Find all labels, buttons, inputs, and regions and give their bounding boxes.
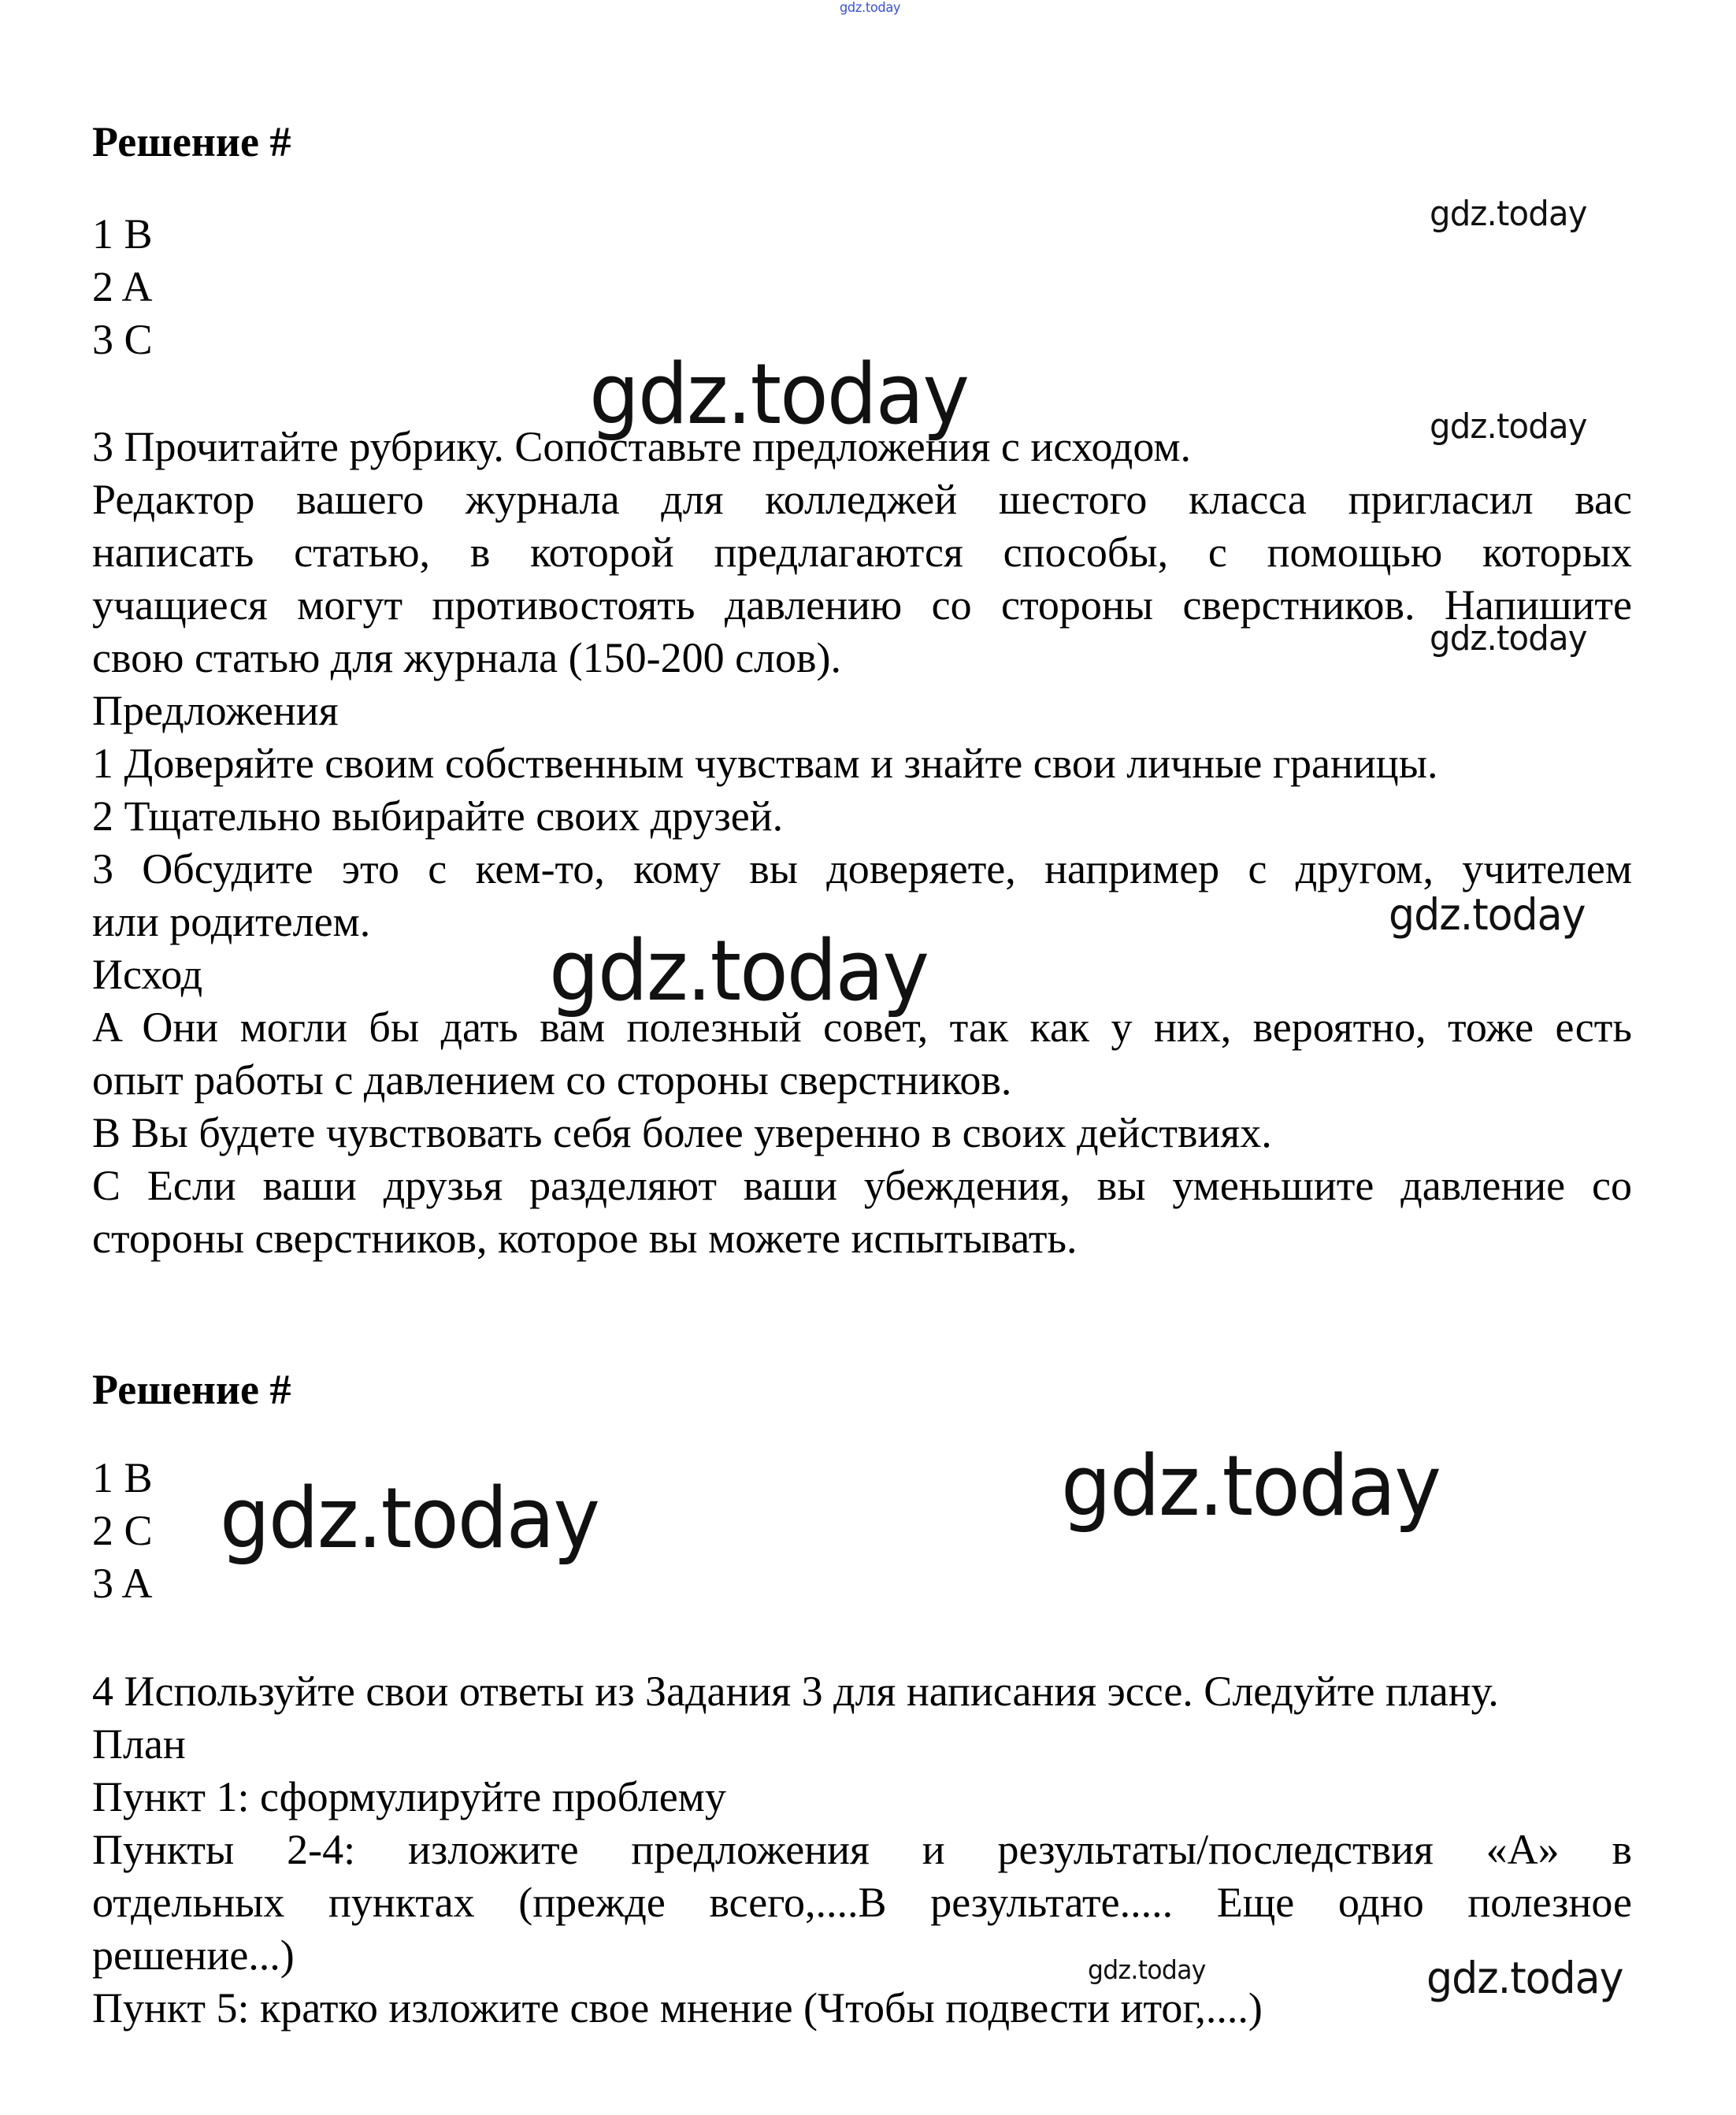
solution-section-2	[92, 1364, 1632, 1416]
watermark-large: gdz.today	[220, 1470, 599, 1567]
solution-heading: Решение #	[92, 1366, 291, 1413]
plan-item: Пункты 2-4: изложите предложения и результаты/последствия «A» в	[92, 1826, 1632, 1873]
text-line: или родителем.	[92, 898, 371, 945]
watermark: gdz.today	[1430, 406, 1587, 447]
answer-item: 2 C	[92, 1507, 153, 1554]
text-line: решение...)	[92, 1931, 295, 1979]
text-line: отдельных пунктах (прежде всего,....В результате..... Еще одно полезное	[92, 1879, 1632, 1926]
solution-heading: Решение #	[92, 118, 291, 165]
answer-item: 1 B	[92, 1454, 153, 1501]
text-line: Редактор вашего журнала для колледжей шестого класса пригласил вас	[92, 476, 1632, 523]
watermark-top: gdz.today	[840, 0, 901, 16]
task-4-title: 4 Используйте свои ответы из Задания 3 для написания эссе. Следуйте плану.	[92, 1668, 1499, 1715]
answers-list-2	[92, 1452, 1632, 1610]
task-4-text	[92, 1665, 1632, 2035]
suggestion-item: 2 Тщательно выбирайте своих друзей.	[92, 792, 784, 840]
watermark-large: gdz.today	[589, 346, 968, 443]
watermark: gdz.today	[1426, 1953, 1623, 2003]
answers-list-1	[92, 208, 1632, 366]
outcome-item: C Если ваши друзья разделяют ваши убеждения, вы уменьшите давление со	[92, 1162, 1632, 1209]
text-line: свою статью для журнала (150-200 слов).	[92, 634, 841, 681]
text-line: написать статью, в которой предлагаются способы, с помощью которых	[92, 529, 1632, 576]
watermark-large: gdz.today	[549, 922, 928, 1019]
solution-section-1	[92, 116, 1632, 169]
subheading-plan: План	[92, 1720, 186, 1768]
subheading-outcome: Исход	[92, 951, 203, 998]
task-3-title: 3 Прочитайте рубрику. Сопоставьте предложения с исходом.	[92, 423, 1192, 470]
suggestion-item: 1 Доверяйте своим собственным чувствам и знайте свои личные границы.	[92, 740, 1438, 787]
text-line: стороны сверстников, которое вы можете испытывать.	[92, 1215, 1078, 1262]
suggestion-item: 3 Обсудите это с кем-то, кому вы доверяете, например с другом, учителем	[92, 845, 1632, 892]
plan-item: Пункт 1: сформулируйте проблему	[92, 1773, 726, 1820]
plan-item: Пункт 5: кратко изложите свое мнение (Чтобы подвести итог,....)	[92, 1984, 1263, 2032]
answer-item: 1 B	[92, 210, 153, 258]
watermark: gdz.today	[1430, 194, 1587, 234]
watermark-large: gdz.today	[1061, 1438, 1440, 1534]
watermark: gdz.today	[1430, 618, 1587, 659]
task-3-text	[92, 421, 1632, 1265]
answer-item: 2 A	[92, 263, 153, 310]
subheading-suggestions: Предложения	[92, 687, 339, 734]
watermark: gdz.today	[1389, 889, 1586, 940]
text-line: опыт работы с давлением со стороны сверстников.	[92, 1056, 1012, 1104]
answer-item: 3 C	[92, 316, 153, 363]
outcome-item: A Они могли бы дать вам полезный совет, так как у них, вероятно, тоже есть	[92, 1004, 1632, 1051]
watermark: gdz.today	[1088, 1954, 1206, 1985]
answer-item: 3 A	[92, 1560, 153, 1607]
outcome-item: B Вы будете чувствовать себя более уверенно в своих действиях.	[92, 1109, 1272, 1156]
text-line: учащиеся могут противостоять давлению со стороны сверстников. Напишите	[92, 581, 1632, 629]
